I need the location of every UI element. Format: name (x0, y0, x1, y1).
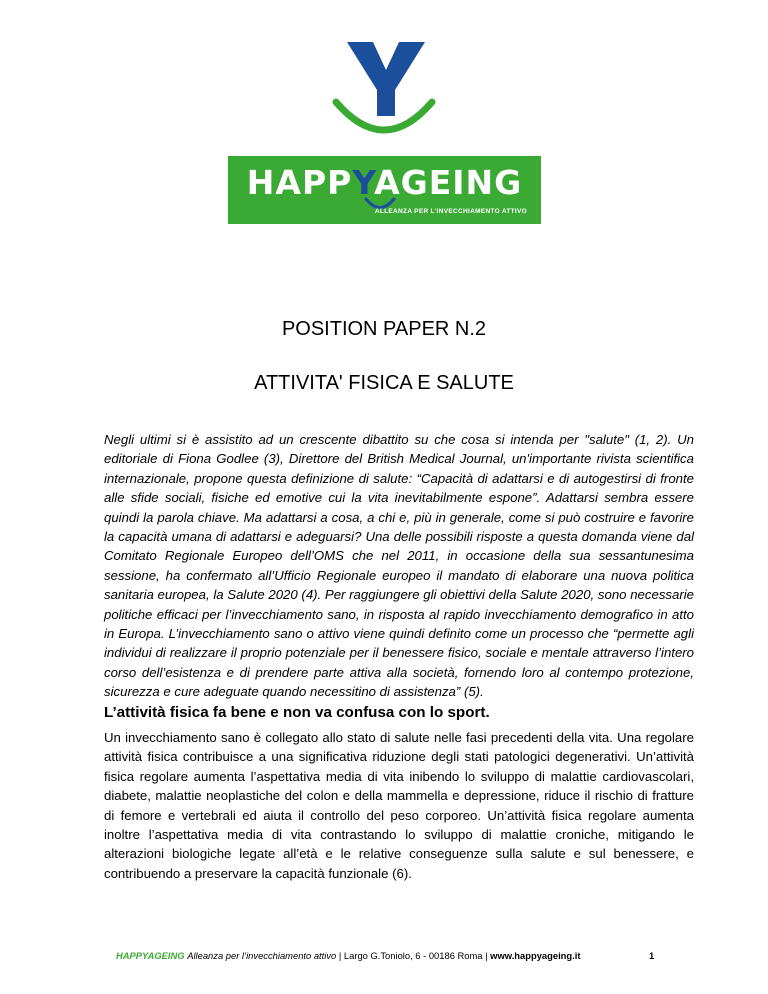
section-paragraph: Un invecchiamento sano è collegato allo stato di salute nelle fasi precedenti della vita. Una regolare attività fisica contribuisce a una significativa riduzione degli stati patologici degenerativi. Un’attività fisica regolare aumenta l’aspettativa media di vita inibendo lo sviluppo di malattie cardiovascolari, diabete, malattie neoplastiche del colon e della mammella e depressione, riduce il rischio di fratture di femore e vertebrali ed aiuta il controllo del peso corporeo. Un’attività fisica regolare aumenta inoltre l’aspettativa media di vita contrastando lo sviluppo di malattie croniche, mitigando le alterazioni biologiche legate all’età e le relative conseguenze sulla salute e sul benessere, e contribuendo a preservare la capacità funzionale (6). (104, 730, 694, 881)
footer-brand: HAPPYAGEING (116, 950, 185, 961)
page-number: 1 (649, 950, 655, 961)
footer-website-link[interactable]: www.happyageing.it (490, 950, 581, 961)
footer-address: | Largo G.Toniolo, 6 - 00186 Roma | (336, 950, 491, 961)
logo-subtitle: ALLEANZA PER L'INVECCHIAMENTO ATTIVO (374, 208, 527, 215)
footer-tagline: Alleanza per l’invecchiamento attivo (187, 950, 337, 961)
section-heading: L’attività fisica fa bene e non va confusa con lo sport. (104, 704, 490, 721)
logo (0, 0, 768, 240)
page-title: POSITION PAPER N.2 (281, 318, 487, 340)
logo-brand-text: HAPPYAGEING (246, 163, 523, 202)
logo-smile-icon (326, 96, 442, 140)
intro-paragraph: Negli ultimi si è assistito ad un crescente dibattito su che cosa si intenda per "salute" (1, 2). Un editoriale di Fiona Godlee (3), Direttore del British Medical Journal, un'importante rivista scientifica internazionale, propone questa definizione di salute: “Capacità di adattarsi e di autogestirsi di fronte alle sfide sociali, fisiche ed emotive cui la vita inevitabilmente espone”. Adattarsi sembra essere quindi la parola chiave. Ma adattarsi a cosa, a chi e, più in generale, come si può costruire e favorire la capacità umana di adattarsi e adeguarsi? Una delle possibili risposte a questa domanda viene dal Comitato Regionale Europeo dell’OMS che nel 2011, in occasione della sua sessantunesima sessione, ha confermato all’Ufficio Regionale europeo il mandato di elaborare una nuova politica sanitaria europea, la Salute 2020 (4). Per raggiungere gli obiettivi della Salute 2020, sono necessarie politiche efficaci per l’invecchiamento sano, in risposta al rapido invecchiamento demografico in atto in Europa. L’invecchiamento sano o attivo viene quindi definito come un processo che “permette agli individui di realizzare il proprio potenziale per il benessere fisico, sociale e mentale attraverso l’intero corso dell’esistenza e di prendere parte attiva alla società, fornendo loro al contempo protezione, sicurezza e cure adeguate quando necessitino di assistenza” (5). (104, 432, 694, 700)
logo-banner (228, 156, 541, 224)
page-footer (116, 950, 676, 961)
page-subtitle: ATTIVITA' FISICA E SALUTE (254, 372, 514, 394)
